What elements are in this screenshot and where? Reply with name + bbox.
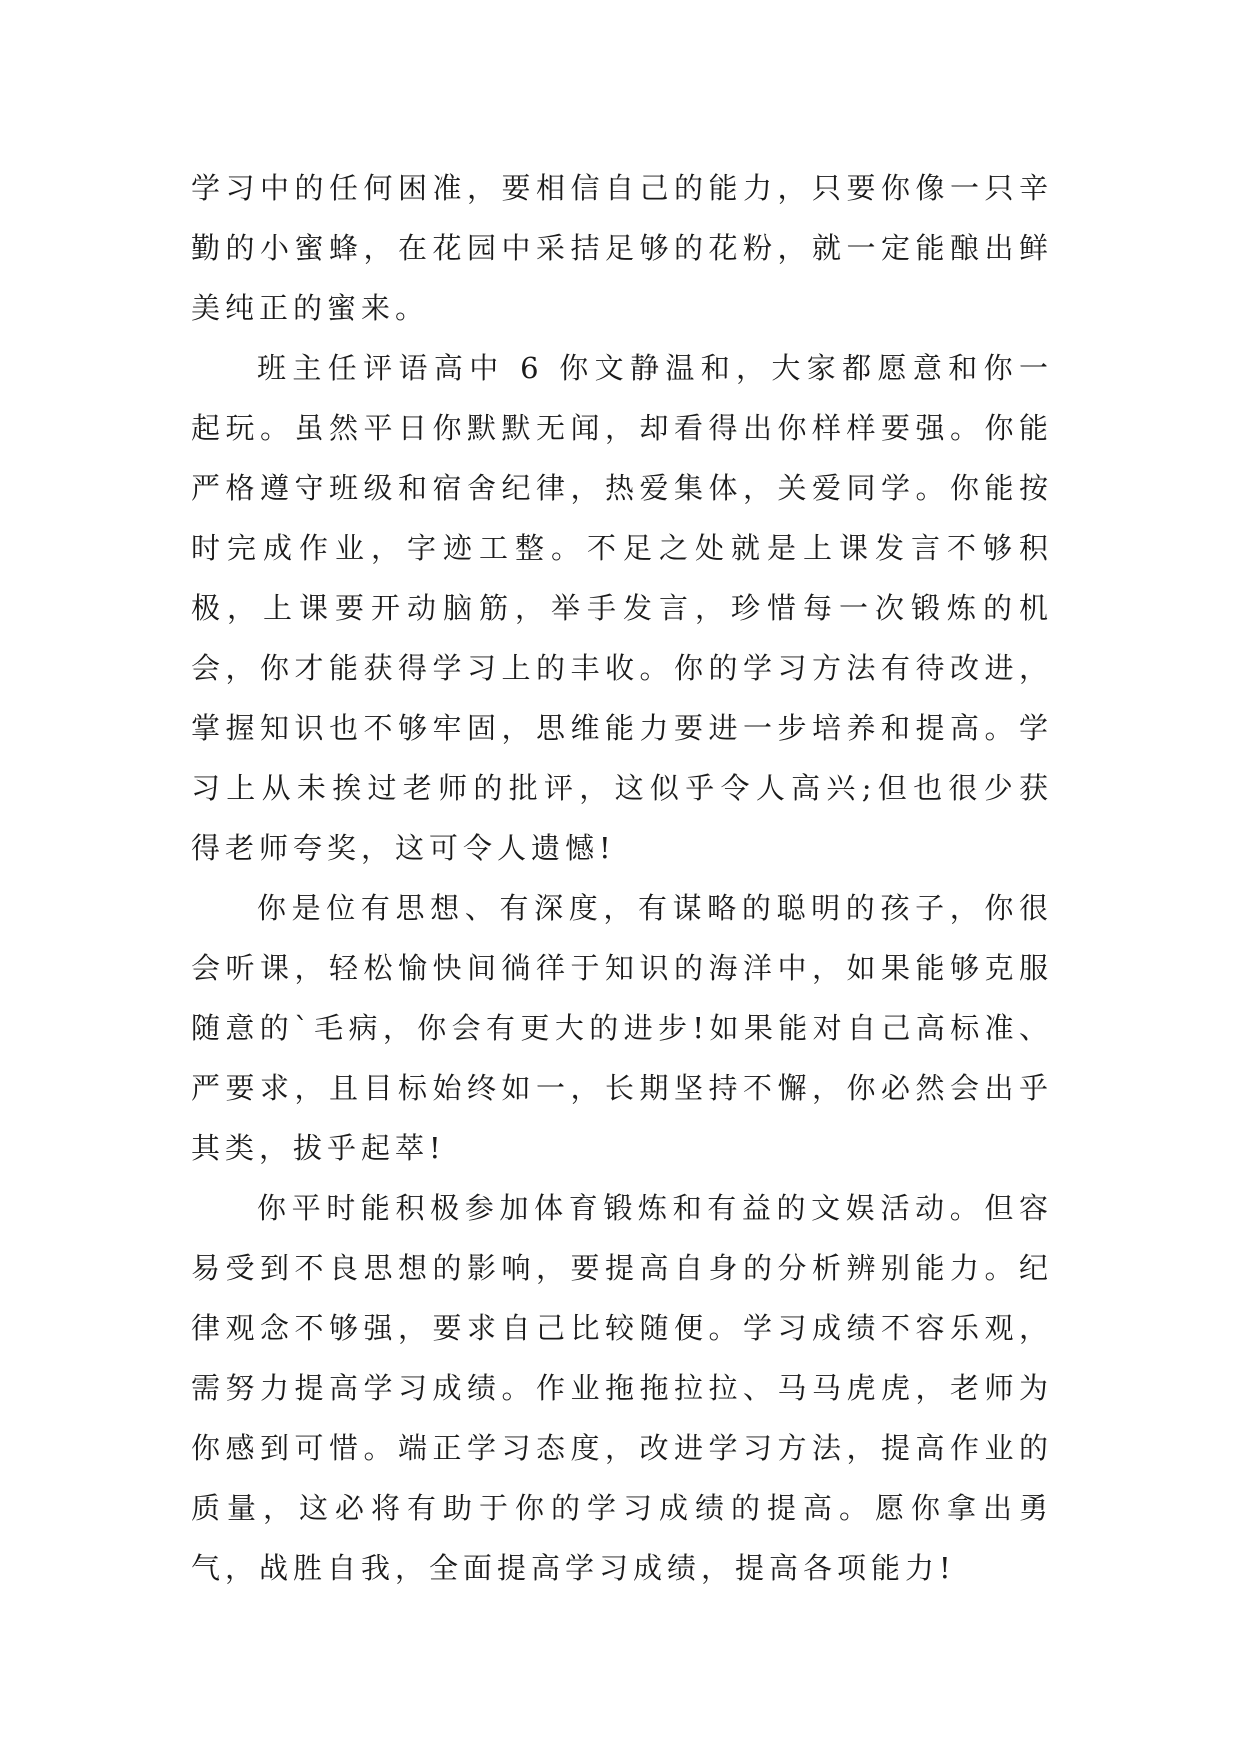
document-body [191,158,1053,1598]
paragraph-comment-sports: 你平时能积极参加体育锻炼和有益的文娱活动。但容易受到不良思想的影响，要提高自身的分析辨别能力。纪律观念不够强，要求自己比较随便。学习成绩不容乐观，需努力提高学习成绩。作业拖拖拉拉、马马虎虎，老师为你感到可惜。端正学习态度，改进学习方法，提高作业的质量，这必将有助于你的学习成绩的提高。愿你拿出勇气，战胜自我，全面提高学习成绩，提高各项能力! [191,1191,1053,1585]
section-heading: 班主任评语高中 6 [257,351,544,385]
paragraph-comment-thinker: 你是位有思想、有深度，有谋略的聪明的孩子，你很会听课，轻松愉快间徜徉于知识的海洋中，如果能够克服随意的`毛病，你会有更大的进步!如果能对自己高标准、严要求，且目标始终如一，长期坚持不懈，你必然会出乎其类，拔乎起萃! [191,891,1053,1165]
paragraph-continued: 学习中的任何困准，要相信自己的能力，只要你像一只辛勤的小蜜蜂，在花园中采拮足够的花粉，就一定能酿出鲜美纯正的蜜来。 [191,171,1053,325]
paragraph-text: 你文静温和，大家都愿意和你一起玩。虽然平日你默默无闻，却看得出你样样要强。你能严格遵守班级和宿舍纪律，热爱集体，关爱同学。你能按时完成作业，字迹工整。不足之处就是上课发言不够积极，上课要开动脑筋，举手发言，珍惜每一次锻炼的机会，你才能获得学习上的丰收。你的学习方法有待改进，掌握知识也不够牢固，思维能力要进一步培养和提高。学习上从未挨过老师的批评，这似乎令人高兴;但也很少获得老师夸奖，这可令人遗憾! [191,351,1054,865]
heading-gap [544,351,560,385]
paragraph-comment-6 [191,338,1053,878]
